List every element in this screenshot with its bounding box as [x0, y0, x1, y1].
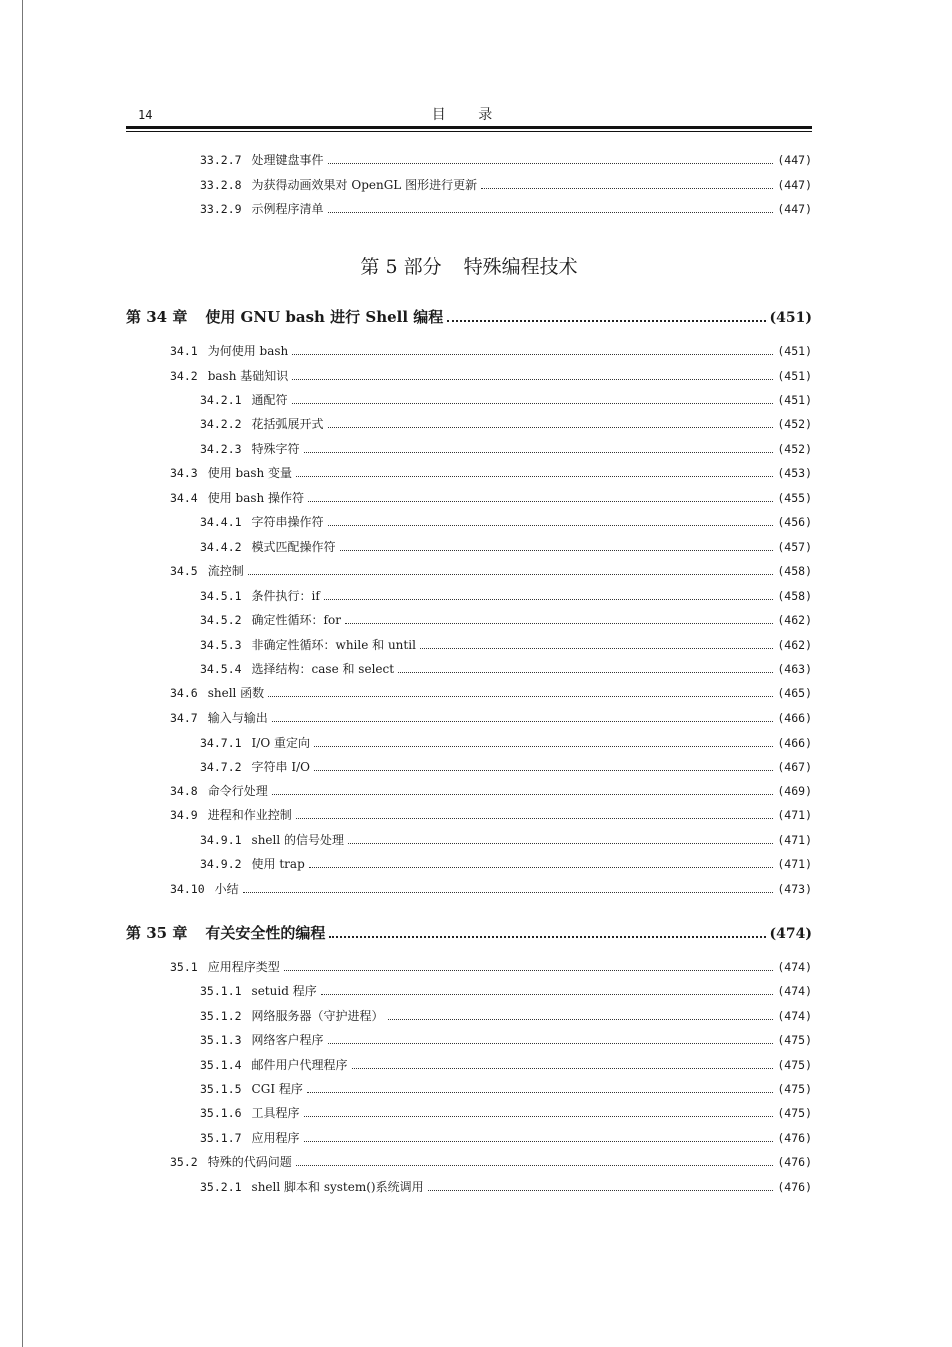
dot-leader — [296, 1164, 774, 1166]
dot-leader — [272, 793, 774, 795]
entry-page: (474) — [777, 984, 812, 998]
entry-title: 示例程序清单 — [251, 202, 324, 216]
entry-number: 34.7.1 — [200, 736, 242, 750]
entry-number: 34.2.1 — [200, 393, 242, 407]
entry-page: (475) — [777, 1082, 812, 1096]
entry-page: (476) — [777, 1180, 812, 1194]
toc-entry[interactable] — [200, 758, 812, 776]
entry-page: (466) — [777, 736, 812, 750]
entry-number: 35.1.4 — [200, 1058, 242, 1072]
entry-title: shell 脚本和 system()系统调用 — [251, 1180, 424, 1194]
entry-number: 34.2.2 — [200, 417, 242, 431]
entry-page: (452) — [777, 442, 812, 456]
toc-entry[interactable] — [200, 1178, 812, 1196]
entry-page: (463) — [777, 662, 812, 676]
dot-leader — [328, 162, 774, 164]
toc-entry[interactable] — [200, 636, 812, 654]
entry-number: 34.5.3 — [200, 638, 242, 652]
dot-leader — [304, 1115, 774, 1117]
dot-leader — [481, 187, 773, 189]
toc-entry[interactable] — [200, 1031, 812, 1049]
entry-page: (476) — [777, 1155, 812, 1169]
entry-title: 应用程序类型 — [207, 960, 280, 974]
entry-number: 34.9.1 — [200, 833, 242, 847]
dot-leader — [420, 647, 773, 649]
entry-title: 非确定性循环：while 和 until — [251, 638, 416, 652]
running-head: 目 录 — [431, 107, 507, 123]
dot-leader — [248, 573, 774, 575]
dot-leader — [428, 1189, 774, 1191]
entry-page: (476) — [777, 1131, 812, 1145]
toc-entry[interactable] — [200, 513, 812, 531]
toc-entry[interactable] — [200, 1007, 812, 1025]
entry-page: (447) — [777, 178, 812, 192]
entry-number: 34.9.2 — [200, 857, 242, 871]
entry-page: (471) — [777, 857, 812, 871]
entry-number: 34.6 — [170, 686, 198, 700]
entry-number: 34.2 — [170, 369, 198, 383]
chapter-page: (451) — [769, 310, 812, 326]
toc-entry[interactable] — [200, 587, 812, 605]
toc-entry[interactable] — [170, 806, 812, 824]
dot-leader — [296, 475, 773, 477]
dot-leader — [308, 500, 773, 502]
entry-title: 通配符 — [251, 393, 288, 407]
toc-entry[interactable] — [200, 538, 812, 556]
entry-page: (447) — [777, 153, 812, 167]
entry-title: setuid 程序 — [251, 984, 317, 998]
toc-entry — [200, 151, 812, 169]
entry-title: 使用 trap — [251, 857, 305, 871]
toc-entry[interactable] — [200, 734, 812, 752]
entry-title: 命令行处理 — [207, 784, 268, 798]
entry-number: 33.2.8 — [200, 178, 242, 192]
entry-number: 34.9 — [170, 808, 198, 822]
dot-leader — [328, 211, 774, 213]
entry-number: 34.8 — [170, 784, 198, 798]
part-label: 第 5 部分 — [360, 256, 442, 278]
dot-leader — [345, 622, 773, 624]
entry-number: 34.5.4 — [200, 662, 242, 676]
entry-page: (458) — [777, 589, 812, 603]
chapter-title: 有关安全性的编程 — [205, 924, 326, 942]
entry-page: (447) — [777, 202, 812, 216]
entry-number: 35.1.3 — [200, 1033, 242, 1047]
entry-title: 条件执行：if — [251, 589, 320, 603]
dot-leader — [307, 1091, 774, 1093]
entry-page: (458) — [777, 564, 812, 578]
toc-entry[interactable] — [170, 464, 812, 482]
entry-title: 网络客户程序 — [251, 1033, 324, 1047]
entry-number: 35.2.1 — [200, 1180, 242, 1194]
entry-title: 模式匹配操作符 — [251, 540, 336, 554]
entry-page: (471) — [777, 833, 812, 847]
dot-leader — [340, 549, 774, 551]
entry-number: 34.4.1 — [200, 515, 242, 529]
dot-leader — [328, 524, 774, 526]
entry-number: 34.1 — [170, 344, 198, 358]
toc-entry[interactable] — [200, 1056, 812, 1074]
toc-entry[interactable] — [200, 831, 812, 849]
dot-leader — [284, 969, 774, 971]
entry-number: 35.2 — [170, 1155, 198, 1169]
dot-leader — [243, 891, 774, 893]
chapter-heading[interactable] — [126, 306, 812, 328]
entry-page: (466) — [777, 711, 812, 725]
chapter-number: 第 34 章 — [126, 308, 188, 326]
dot-leader — [328, 1042, 774, 1044]
toc-entry — [200, 200, 812, 218]
entry-page: (469) — [777, 784, 812, 798]
entry-number: 34.5 — [170, 564, 198, 578]
dot-leader — [398, 671, 773, 673]
entry-title: 进程和作业控制 — [207, 808, 292, 822]
entry-number: 35.1.5 — [200, 1082, 242, 1096]
dot-leader — [292, 378, 773, 380]
entry-title: 字符串 I/O — [251, 760, 310, 774]
dot-leader — [388, 1018, 774, 1020]
dot-leader — [321, 993, 774, 995]
entry-title: 为获得动画效果对 OpenGL 图形进行更新 — [251, 178, 478, 192]
dot-leader — [348, 842, 773, 844]
dot-leader — [329, 935, 765, 938]
dot-leader — [447, 319, 765, 322]
entry-title: bash 基础知识 — [207, 369, 289, 383]
dot-leader — [272, 720, 774, 722]
entry-page: (455) — [777, 491, 812, 505]
chapter-page: (474) — [769, 926, 812, 942]
entry-page: (452) — [777, 417, 812, 431]
entry-page: (465) — [777, 686, 812, 700]
entry-page: (451) — [777, 369, 812, 383]
entry-title: 使用 bash 变量 — [207, 466, 293, 480]
entry-page: (475) — [777, 1106, 812, 1120]
entry-title: 选择结构：case 和 select — [251, 662, 395, 676]
entry-title: 字符串操作符 — [251, 515, 324, 529]
toc-entry[interactable] — [200, 1129, 812, 1147]
toc-entry[interactable] — [170, 684, 812, 702]
entry-number: 34.7 — [170, 711, 198, 725]
entry-title: I/O 重定向 — [251, 736, 310, 750]
toc-entry[interactable] — [170, 880, 812, 898]
page-number: 14 — [138, 108, 153, 122]
entry-page: (473) — [777, 882, 812, 896]
entry-title: 应用程序 — [251, 1131, 300, 1145]
toc-entry[interactable] — [200, 1104, 812, 1122]
entry-number: 34.2.3 — [200, 442, 242, 456]
entry-number: 34.5.2 — [200, 613, 242, 627]
entry-number: 35.1.2 — [200, 1009, 242, 1023]
toc-entry[interactable] — [170, 782, 812, 800]
toc-entry[interactable] — [200, 611, 812, 629]
toc-entry — [200, 176, 812, 194]
entry-page: (475) — [777, 1058, 812, 1072]
entry-number: 34.3 — [170, 466, 198, 480]
entry-page: (457) — [777, 540, 812, 554]
entry-title: 网络服务器（守护进程） — [251, 1009, 384, 1023]
entry-number: 34.7.2 — [200, 760, 242, 774]
dot-leader — [292, 402, 774, 404]
entry-title: shell 函数 — [207, 686, 265, 700]
entry-number: 35.1.6 — [200, 1106, 242, 1120]
dot-leader — [328, 426, 774, 428]
toc-entry[interactable] — [170, 562, 812, 580]
chapter-heading[interactable] — [126, 922, 812, 944]
entry-number: 34.10 — [170, 882, 205, 896]
entry-title: 输入与输出 — [207, 711, 268, 725]
toc-entry[interactable] — [170, 709, 812, 727]
toc-entry[interactable] — [170, 958, 812, 976]
entry-page: (467) — [777, 760, 812, 774]
entry-number: 34.5.1 — [200, 589, 242, 603]
part-heading — [126, 252, 812, 279]
toc-entry[interactable] — [170, 1153, 812, 1171]
dot-leader — [309, 866, 774, 868]
entry-title: 花括弧展开式 — [251, 417, 324, 431]
entry-page: (451) — [777, 344, 812, 358]
toc-entry[interactable] — [170, 489, 812, 507]
entry-page: (474) — [777, 960, 812, 974]
dot-leader — [296, 817, 774, 819]
dot-leader — [268, 695, 773, 697]
toc-entry[interactable] — [200, 855, 812, 873]
entry-title: 为何使用 bash — [207, 344, 289, 358]
entry-page: (471) — [777, 808, 812, 822]
toc-entry[interactable] — [170, 367, 812, 385]
entry-page: (462) — [777, 638, 812, 652]
entry-number: 35.1 — [170, 960, 198, 974]
dot-leader — [314, 745, 773, 747]
entry-title: 确定性循环：for — [251, 613, 341, 627]
entry-number: 33.2.9 — [200, 202, 242, 216]
entry-title: 特殊字符 — [251, 442, 300, 456]
dot-leader — [304, 1140, 774, 1142]
entry-title: 小结 — [214, 882, 239, 896]
entry-title: 邮件用户代理程序 — [251, 1058, 348, 1072]
entry-title: CGI 程序 — [251, 1082, 303, 1096]
entry-number: 33.2.7 — [200, 153, 242, 167]
dot-leader — [324, 598, 774, 600]
entry-title: shell 的信号处理 — [251, 833, 345, 847]
toc-entry[interactable] — [200, 440, 812, 458]
entry-title: 处理键盘事件 — [251, 153, 324, 167]
entry-title: 使用 bash 操作符 — [207, 491, 305, 505]
entry-number: 35.1.1 — [200, 984, 242, 998]
dot-leader — [304, 451, 774, 453]
toc-entry[interactable] — [200, 660, 812, 678]
dot-leader — [314, 769, 773, 771]
entry-page: (456) — [777, 515, 812, 529]
toc-entry[interactable] — [200, 391, 812, 409]
entry-page: (462) — [777, 613, 812, 627]
dot-leader — [292, 353, 773, 355]
entry-number: 34.4.2 — [200, 540, 242, 554]
entry-title: 特殊的代码问题 — [207, 1155, 292, 1169]
entry-number: 35.1.7 — [200, 1131, 242, 1145]
toc-entry[interactable] — [200, 1080, 812, 1098]
chapter-number: 第 35 章 — [126, 924, 188, 942]
toc-entry[interactable] — [200, 415, 812, 433]
part-title: 特殊编程技术 — [463, 256, 578, 278]
toc-entry[interactable] — [200, 982, 812, 1000]
entry-page: (474) — [777, 1009, 812, 1023]
toc-entry[interactable] — [170, 342, 812, 360]
entry-title: 工具程序 — [251, 1106, 300, 1120]
entry-page: (475) — [777, 1033, 812, 1047]
entry-title: 流控制 — [207, 564, 244, 578]
entry-page: (453) — [777, 466, 812, 480]
dot-leader — [352, 1067, 774, 1069]
entry-page: (451) — [777, 393, 812, 407]
chapter-title: 使用 GNU bash 进行 Shell 编程 — [205, 308, 444, 326]
entry-number: 34.4 — [170, 491, 198, 505]
